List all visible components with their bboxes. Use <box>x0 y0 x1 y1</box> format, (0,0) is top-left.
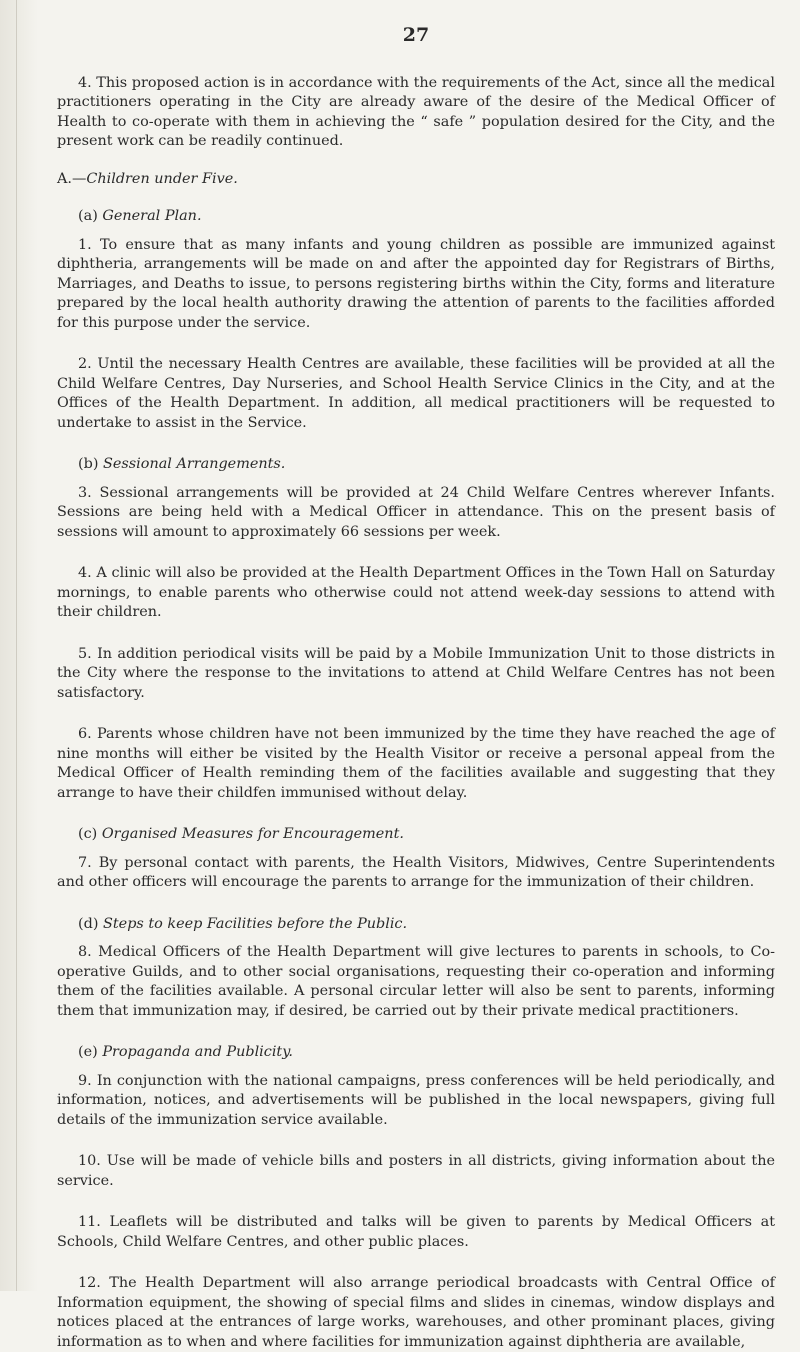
page-number: 27 <box>402 24 430 46</box>
subsection-a-label: (a) <box>78 208 98 224</box>
scan-margin-edge <box>16 0 17 1291</box>
paragraph-10: 10. Use will be made of vehicle bills and posters in all districts, giving information about the service. <box>57 1153 775 1189</box>
subsection-a-heading <box>57 207 775 227</box>
paragraph-6: 6. Parents whose children have not been immunized by the time they have reached the age of nine months will either be visited by the Health Visitor or receive a personal appeal from the Medical Officer of Health reminding them of the facilities available and suggesting that they arrange to have their childfen immunised without delay. <box>57 726 775 801</box>
subsection-b-heading <box>57 455 775 475</box>
subsection-e-title: Propaganda and Publicity. <box>102 1044 294 1060</box>
subsection-d-title: Steps to keep Facilities before the Public. <box>103 915 408 932</box>
scan-margin <box>0 0 38 1291</box>
subsection-d-label: (d) <box>78 915 99 932</box>
intro-paragraph: 4. This proposed action is in accordance with the requirements of the Act, since all the medical practitioners operating in the City are already aware of the desire of the Medical Officer of Health to co-operate with them in achieving the “ safe ” population desired for the City, and the present work can be readily continued. <box>57 74 775 149</box>
subsection-d-heading <box>57 915 775 935</box>
subsection-c-heading <box>57 825 775 845</box>
paragraph-2: 2. Until the necessary Health Centres are available, these facilities will be provided at all the Child Welfare Centres, Day Nurseries, and School Health Service Clinics in the City, and at the Offices of the Health Department. In addition, all medical practitioners will be requested to undertake to assist in the Service. <box>57 356 775 431</box>
paragraph-12: 12. The Health Department will also arrange periodical broadcasts with Central Office of Information equipment, the showing of special films and slides in cinemas, window displays and notices placed at the entrances of large works, warehouses, and other prominant places, giving information as to when and where facilities for immunization against diphtheria are available, <box>57 1275 775 1350</box>
paragraph-4: 4. A clinic will also be provided at the Health Department Offices in the Town Hall on Saturday mornings, to enable parents who otherwise could not attend week-day sessions to attend with their children. <box>57 565 775 620</box>
subsection-e-label: (e) <box>78 1044 98 1060</box>
document-page <box>57 26 775 1352</box>
subsection-c-label: (c) <box>78 826 98 842</box>
paragraph-1: 1. To ensure that as many infants and young children as possible are immunized against diphtheria, arrangements will be made on and after the appointed day for Registrars of Births, Marriages, and Deaths to issue, to persons registering births within the City, forms and literature prepared by the local health authority drawing the attention of parents to the facilities afforded for this purpose under the service. <box>57 236 775 331</box>
paragraph-3: 3. Sessional arrangements will be provided at 24 Child Welfare Centres wherever Infants. Sessions are being held with a Medical Officer in attendance. This on the present basis of sessions will amount to approximately 66 sessions per week. <box>57 484 775 540</box>
paragraph-7: 7. By personal contact with parents, the Health Visitors, Midwives, Centre Superintendents and other officers will encourage the parents to arrange for the immunization of their children. <box>57 854 775 890</box>
paragraph-5: 5. In addition periodical visits will be paid by a Mobile Immunization Unit to those districts in the City where the response to the invitations to attend at Child Welfare Centres has not been satisfactory. <box>57 645 775 701</box>
section-a-label: A.— <box>57 170 87 187</box>
subsection-c-title: Organised Measures for Encouragement. <box>101 826 404 842</box>
paragraph-11: 11. Leaflets will be distributed and talks will be given to parents by Medical Officers at Schools, Child Welfare Centres, and other public places. <box>57 1214 775 1250</box>
subsection-e-heading <box>57 1043 775 1063</box>
section-a-heading <box>57 170 775 190</box>
subsection-b-label: (b) <box>78 456 99 472</box>
subsection-a-title: General Plan. <box>102 208 202 224</box>
subsection-b-title: Sessional Arrangements. <box>103 456 286 472</box>
paragraph-8: 8. Medical Officers of the Health Department will give lectures to parents in schools, to Co-operative Guilds, and to other social organisations, requesting their co-operation and informing them of the facilities available. A personal circular letter will also be sent to parents, informing them that immunization may, if desired, be carried out by their private medical practitioners. <box>57 944 775 1019</box>
paragraph-9: 9. In conjunction with the national campaigns, press conferences will be held periodically, and information, notices, and advertisements will be published in the local newspapers, giving full details of the immunization service available. <box>57 1072 775 1128</box>
section-a-title: Children under Five. <box>86 170 238 187</box>
